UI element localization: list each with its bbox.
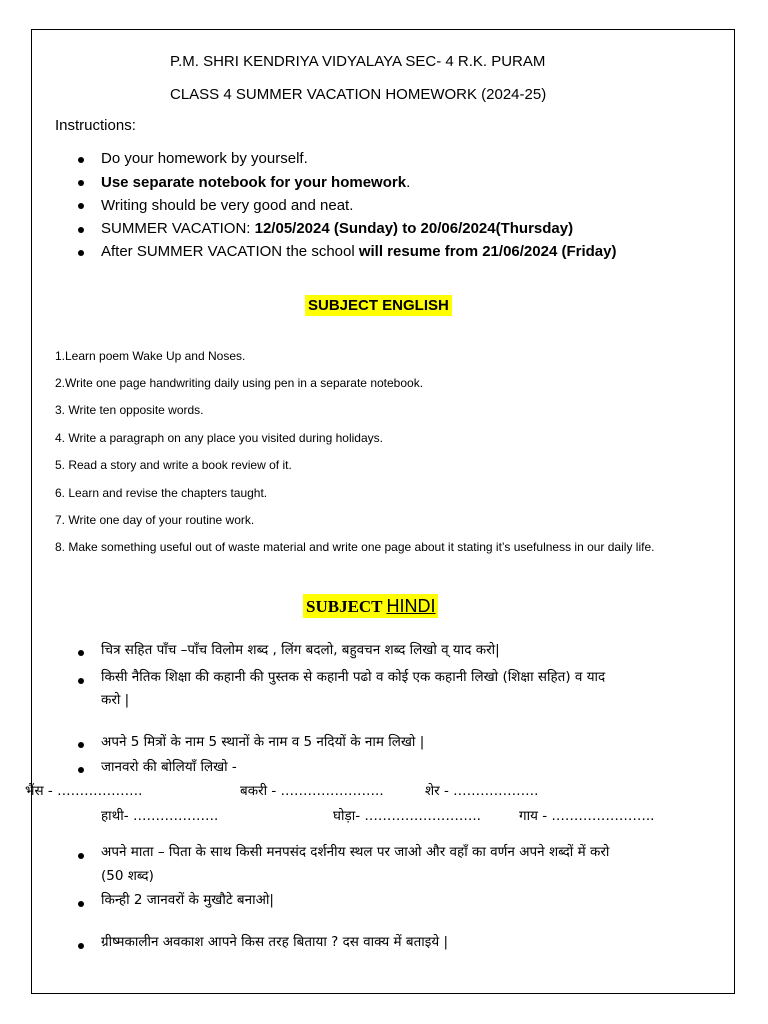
bullet-icon	[78, 227, 84, 233]
english-item: 2.Write one page handwriting daily using pen in a separate notebook.	[55, 376, 424, 390]
hindi-item-continued: (50 शब्द)	[101, 868, 154, 884]
bullet-icon	[78, 203, 84, 209]
animal-sound-blank: घोड़ा- ……………………..	[333, 808, 481, 824]
hindi-item: किन्ही 2 जानवरों के मुखौटे बनाओ|	[101, 892, 274, 908]
hindi-item: जानवरो की बोलियाँ लिखो -	[101, 759, 237, 775]
english-item: 6. Learn and revise the chapters taught.	[55, 486, 268, 500]
animal-sound-blank: शेर - ……………….	[425, 783, 539, 799]
instruction-item: After SUMMER VACATION the school will resume from 21/06/2024 (Friday)	[101, 243, 617, 260]
bullet-icon	[78, 180, 84, 186]
hindi-item: अपने माता – पिता के साथ किसी मनपसंद दर्शनीय स्थल पर जाओ और वहाँ का वर्णन अपने शब्दों में करो	[101, 844, 610, 860]
bullet-icon	[78, 678, 84, 684]
english-item: 1.Learn poem Wake Up and Noses.	[55, 349, 246, 363]
school-name: P.M. SHRI KENDRIYA VIDYALAYA SEC- 4 R.K. PURAM	[170, 53, 546, 70]
english-item: 3. Write ten opposite words.	[55, 403, 204, 417]
animal-sound-blank: बकरी - …………………..	[240, 783, 384, 799]
hindi-item: ग्रीष्मकालीन अवकाश आपने किस तरह बिताया ? दस वाक्य में बताइये |	[101, 934, 449, 950]
bullet-icon	[78, 767, 84, 773]
bullet-icon	[78, 650, 84, 656]
hindi-heading: SUBJECT HINDI	[303, 596, 438, 617]
english-item: 5. Read a story and write a book review of it.	[55, 458, 292, 472]
hindi-item: चित्र सहित पाँच –पाँच विलोम शब्द , लिंग बदलो, बहुवचन शब्द लिखो व् याद करो|	[101, 642, 500, 658]
animal-sound-blank: भैंस - ……………….	[25, 783, 143, 799]
instruction-item: Writing should be very good and neat.	[101, 197, 354, 214]
english-item: 4. Write a paragraph on any place you visited during holidays.	[55, 431, 383, 445]
hindi-item: अपने 5 मित्रों के नाम 5 स्थानों के नाम व 5 नदियों के नाम लिखो |	[101, 734, 425, 750]
english-heading: SUBJECT ENGLISH	[305, 297, 452, 315]
animal-sound-blank: गाय - …………………..	[519, 808, 655, 824]
hindi-item: किसी नैतिक शिक्षा की कहानी की पुस्तक से कहानी पढो व कोई एक कहानी लिखो (शिक्षा सहित) व याद	[101, 669, 606, 685]
bullet-icon	[78, 157, 84, 163]
hindi-item-continued: करो |	[101, 692, 130, 708]
instruction-item: SUMMER VACATION: 12/05/2024 (Sunday) to 20/06/2024(Thursday)	[101, 220, 574, 237]
bullet-icon	[78, 853, 84, 859]
bullet-icon	[78, 943, 84, 949]
animal-sound-blank: हाथी- ……………….	[101, 808, 219, 824]
bullet-icon	[78, 742, 84, 748]
english-item: 7. Write one day of your routine work.	[55, 513, 255, 527]
instruction-item: Use separate notebook for your homework.	[101, 174, 411, 191]
english-item: 8. Make something useful out of waste material and write one page about it stating it’s usefulness in our daily life.	[55, 540, 655, 554]
instructions-label: Instructions:	[55, 117, 136, 134]
homework-title: CLASS 4 SUMMER VACATION HOMEWORK (2024-25)	[170, 86, 547, 103]
bullet-icon	[78, 901, 84, 907]
bullet-icon	[78, 250, 84, 256]
instruction-item: Do your homework by yourself.	[101, 150, 308, 167]
